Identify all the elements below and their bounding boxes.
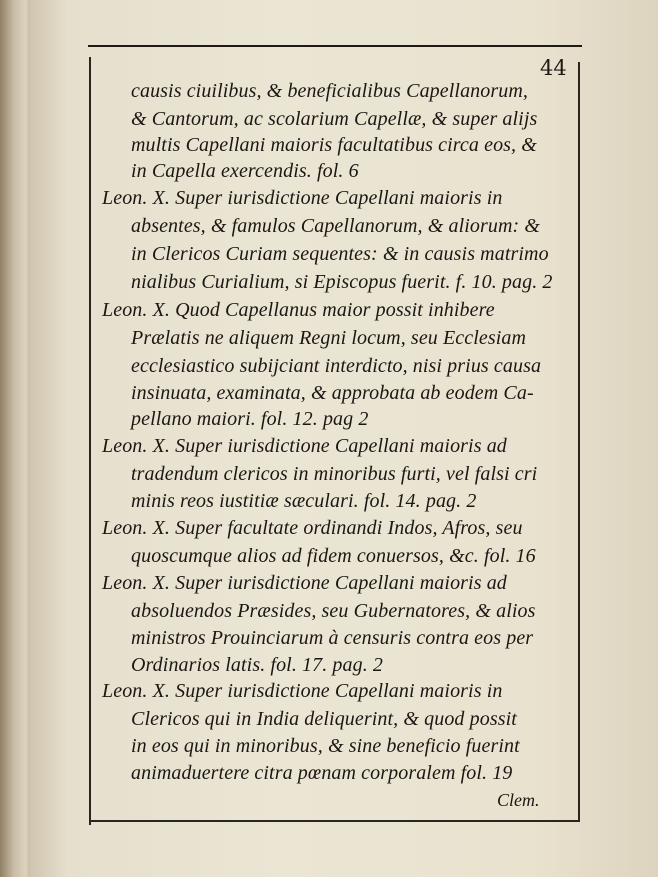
text-line: tradendum clericos in minoribus furti, vel falsi cri: [131, 463, 538, 485]
entry-heading-line: Leon. X. Quod Capellanus maior possit inhibere: [102, 299, 495, 321]
text-line: Prælatis ne aliquem Regni locum, seu Ecclesiam: [131, 327, 527, 349]
text-line: Clericos qui in India deliquerint, & quod possit: [131, 708, 517, 730]
text-line: insinuata, examinata, & approbata ab eodem Ca-: [131, 382, 534, 404]
entry-heading-line: Leon. X. Super iurisdictione Capellani maioris ad: [102, 435, 507, 457]
text-line: absoluendos Præsides, seu Gubernatores, & alios: [131, 600, 536, 622]
page-number: 44: [540, 56, 567, 80]
text-line: in Capella exercendis. fol. 6: [131, 160, 359, 182]
text-line: causis ciuilibus, & beneficialibus Capellanorum,: [131, 80, 528, 102]
entry-heading-line: Leon. X. Super iurisdictione Capellani maioris in: [102, 187, 503, 209]
entry-heading-line: Leon. X. Super iurisdictione Capellani maioris in: [102, 680, 503, 702]
text-line: & Cantorum, ac scolarium Capellæ, & super alijs: [131, 108, 538, 130]
catchword: Clem.: [497, 790, 540, 810]
text-line: animaduertere citra pœnam corporalem fol. 19: [131, 762, 513, 784]
text-line: absentes, & famulos Capellanorum, & aliorum: &: [131, 215, 541, 237]
entry-heading-line: Leon. X. Super facultate ordinandi Indos, Afros, seu: [102, 517, 523, 539]
frame-rule-top: [88, 45, 582, 47]
text-line: in Clericos Curiam sequentes: & in causis matrimo: [131, 243, 549, 265]
text-line: multis Capellani maioris facultatibus circa eos, &: [131, 134, 537, 156]
text-line: nialibus Curialium, si Episcopus fuerit. f. 10. pag. 2: [131, 271, 553, 293]
text-line: ecclesiastico subijciant interdicto, nisi prius causa: [131, 355, 542, 377]
text-line: quoscumque alios ad fidem conuersos, &c. fol. 16: [131, 545, 536, 567]
frame-rule-left: [89, 57, 91, 825]
frame-rule-right: [578, 62, 580, 820]
text-line: Ordinarios latis. fol. 17. pag. 2: [131, 654, 384, 676]
entry-heading-line: Leon. X. Super iurisdictione Capellani maioris ad: [102, 572, 507, 594]
text-line: in eos qui in minoribus, & sine beneficio fuerint: [131, 735, 520, 757]
text-line: minis reos iustitiæ sæculari. fol. 14. pag. 2: [131, 490, 477, 512]
frame-rule-bottom: [90, 820, 580, 822]
book-gutter: [0, 0, 34, 877]
text-line: ministros Prouinciarum à censuris contra eos per: [131, 627, 534, 649]
text-line: pellano maiori. fol. 12. pag 2: [131, 408, 369, 430]
